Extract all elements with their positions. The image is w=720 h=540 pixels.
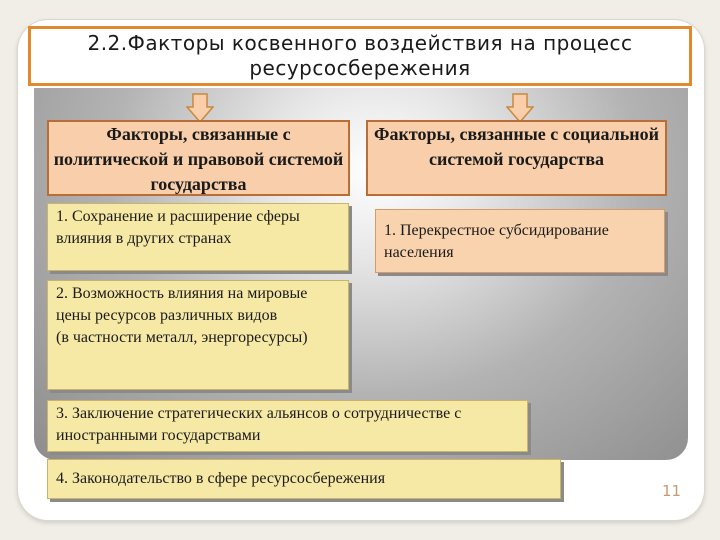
slide-title: 2.2.Факторы косвенного воздействия на процесс ресурсосбережения [28,26,692,86]
left-factor-item-2: 2. Возможность влияния на мировые цены ресурсов различных видов (в частности металл, энергоресурсы) [47,280,349,390]
page-number: 11 [662,482,682,500]
down-arrow-icon [506,93,534,123]
right-factor-item-1: 1. Перекрестное субсидирование населения [375,209,665,273]
left-factor-item-3: 3. Заключение стратегических альянсов о сотрудничестве с иностранными государствами [47,400,528,452]
left-factor-item-4: 4. Законодательство в сфере ресурсосбережения [47,459,561,499]
left-factor-item-1: 1. Сохранение и расширение сферы влияния в других странах [47,203,349,271]
right-category-header: Факторы, связанные с социальной системой государства [366,120,667,196]
left-category-header: Факторы, связанные с политической и правовой системой государства [47,120,350,196]
down-arrow-icon [186,93,214,123]
